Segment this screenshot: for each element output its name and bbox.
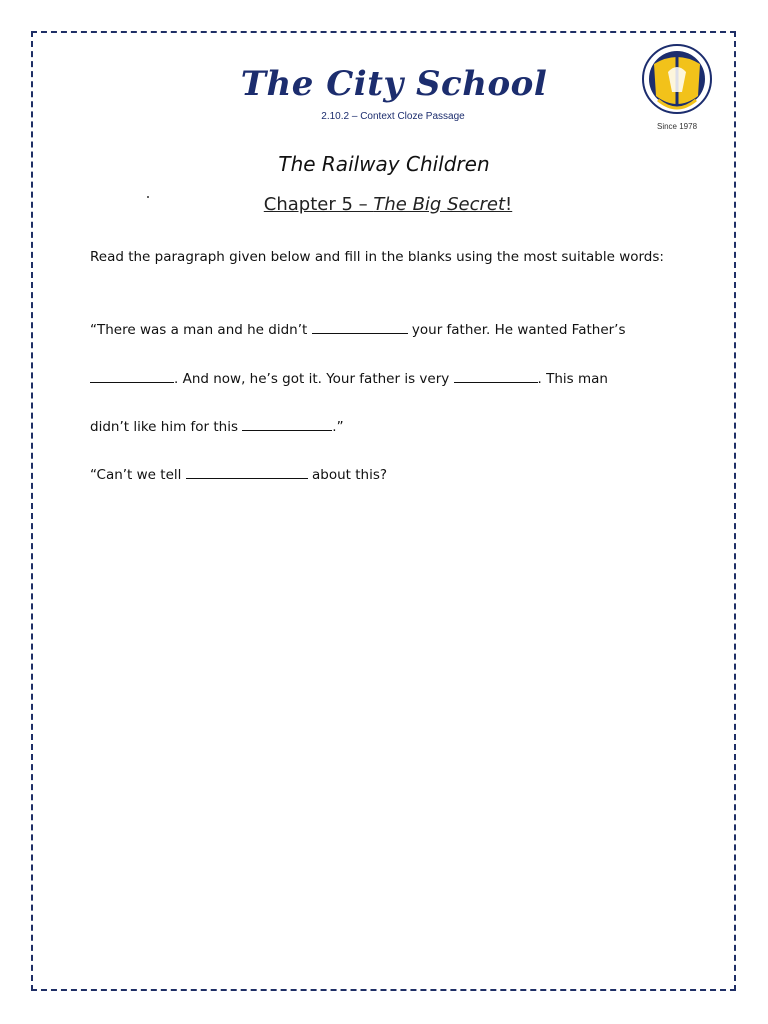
- passage-text: “Can’t we tell: [90, 467, 186, 483]
- passage-line-1: [90, 321, 690, 338]
- passage-text: didn’t like him for this: [90, 419, 243, 435]
- course-code: 2.10.2 – Context Cloze Passage: [321, 111, 465, 122]
- chapter-prefix: Chapter 5 –: [263, 194, 374, 215]
- passage-text: your father. He wanted Father’s: [407, 322, 626, 338]
- blank-5[interactable]: [186, 466, 308, 479]
- passage-text: .”: [332, 419, 344, 435]
- passage-line-2: [90, 370, 690, 387]
- instructions: Read the paragraph given below and fill in the blanks using the most suitable words:: [90, 249, 664, 265]
- chapter-suffix: !: [505, 194, 513, 215]
- blank-4[interactable]: [242, 418, 332, 431]
- chapter-heading: [0, 194, 768, 215]
- passage-line-3: [90, 418, 690, 435]
- passage-text: . This man: [537, 371, 608, 387]
- blank-1[interactable]: [312, 321, 408, 334]
- school-title: The City School: [240, 64, 548, 104]
- passage-line-4: [90, 466, 690, 483]
- school-logo: [640, 42, 714, 132]
- passage-text: . And now, he’s got it. Your father is very: [174, 371, 454, 387]
- chapter-name: The Big Secret: [373, 194, 505, 215]
- passage-text: “There was a man and he didn’t: [90, 322, 312, 338]
- logo-since-text: Since 1978: [656, 122, 698, 131]
- book-title: The Railway Children: [278, 152, 490, 176]
- blank-2[interactable]: [90, 370, 174, 383]
- blank-3[interactable]: [454, 370, 538, 383]
- passage-text: about this?: [307, 467, 388, 483]
